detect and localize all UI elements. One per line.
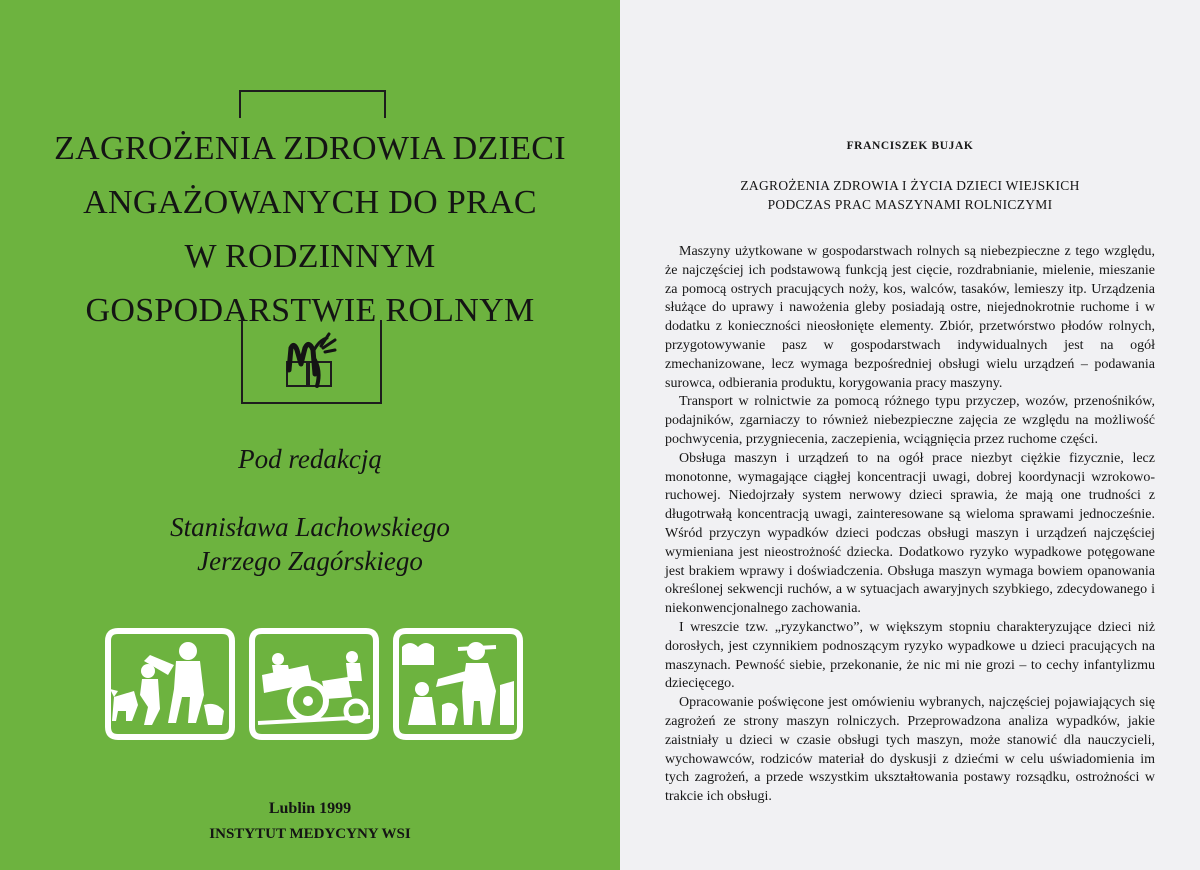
article-paragraph: Maszyny użytkowane w gospodarstwach rolnych są niebezpieczne z tego względu, że najczęściej ich podstawową funkcją jest cięcie, rozdrabnianie, mielenie, mieszanie za pomocą ostrych pracujących noży, kos, walców, tasaków, lemieszy itp. Urządzenia służące do uprawy i nawożenia gleby posiadają ostre, niejednokrotnie ruchome i w dodatku z konieczności nieosłonięte elementy. Zbiór, przetwórstwo płodów rolnych, przygotowywanie pasz w gospodarstwach indywidualnych jest na ogół zmechanizowane, lecz wymaga bezpośredniej obsługi wielu urządzeń – podawania surowca, odbierania produktu, korygowania pracy maszyny. xyxy=(665,244,1155,391)
cover-illustrations xyxy=(104,625,524,743)
article-page xyxy=(620,0,1200,870)
article-paragraph: Opracowanie poświęcone jest omówieniu wybranych, najczęściej pojawiających się zagrożeń ze strony maszyn rolniczych. Przeprowadzona analiza wypadków, jakie zaistniały u dzieci w czasie obsługi tych maszyn, może stanowić dla nauczycieli, wychowawców, rodziców materiał do dyskusji z dziećmi w celu uświadomienia im tych zagrożeń, a przede wszystkim ukształtowania postawy rozsądku, ostrożności w trakcie ich obsługi. xyxy=(665,695,1155,805)
article-title xyxy=(620,176,1200,214)
children-farm-illustration-icon xyxy=(392,625,524,743)
cover-title-line: W RODZINNYM xyxy=(184,238,436,275)
article-paragraph: I wreszcie tzw. „ryzykanctwo”, w większym stopniu charakteryzujące dzieci niż dorosłych, jest czynnikiem podnoszącym ryzyko wypadkowe u dzieci pracujących na maszynach. Pewność siebie, przekonanie, że nic mi nie grozi – to cechy infantylizmu dziecięcego. xyxy=(665,619,1155,692)
cover-title xyxy=(40,122,580,338)
article-paragraph: Obsługa maszyn i urządzeń to na ogół prace niezbyt ciężkie fizycznie, lecz monotonne, wymagające ciągłej koncentracji uwagi, dobrej koordynacji wzrokowo-ruchowej. Niedojrzały system nerwowy dzieci sprawia, że mają one trudności z długotrwałą koncentracją uwagi, zainteresowane są wieloma sprawami jednocześnie. Wśród przyczyn wypadków dzieci podczas obsługi maszyn i urządzeń najczęściej wymieniana jest nieostrożność dziecka. Dodatkowo ryzyko wypadkowe potęgowane jest brakiem wprawy i doświadczenia. Obsługa maszyn wymaga bowiem opanowania określonej sekwencji ruchów, a w sytuacjach awaryjnych szybkiego, zdecydowanego i niekonwencjonalnego zachowania. xyxy=(665,450,1155,617)
cover-title-line: ZAGROŻENIA ZDROWIA DZIECI xyxy=(54,130,566,167)
article-paragraph: Transport w rolnictwie za pomocą różnego typu przyczep, wozów, przenośników, podajników, zgarniaczy to również niebezpieczne zajęcia ze względu na możliwość pochwycenia, przygniecenia, zaczepienia, wciągnięcia przez ruchome części. xyxy=(665,394,1155,447)
editor-name: Stanisława Lachowskiego xyxy=(170,512,450,542)
cover-title-line: ANGAŻOWANYCH DO PRAC xyxy=(83,184,537,221)
editor-name: Jerzego Zagórskiego xyxy=(197,546,423,576)
article-author: FRANCISZEK BUJAK xyxy=(846,140,974,152)
publisher: INSTYTUT MEDYCYNY WSI xyxy=(209,826,411,842)
title-frame-top xyxy=(239,90,386,118)
farm-workers-illustration-icon xyxy=(104,625,236,743)
logo-frame xyxy=(241,320,382,404)
tractor-illustration-icon xyxy=(248,625,380,743)
place-year: Lublin 1999 xyxy=(268,800,352,817)
editors xyxy=(0,510,620,578)
editor-label: Pod redakcją xyxy=(238,444,382,474)
article-title-line: ZAGROŻENIA ZDROWIA I ŻYCIA DZIECI WIEJSKICH xyxy=(740,178,1080,193)
cover-title-line: GOSPODARSTWIE ROLNYM xyxy=(85,292,535,329)
institute-logo-icon xyxy=(285,330,339,392)
article-body xyxy=(665,243,1155,807)
article-title-line: PODCZAS PRAC MASZYNAMI ROLNICZYMI xyxy=(767,197,1053,212)
